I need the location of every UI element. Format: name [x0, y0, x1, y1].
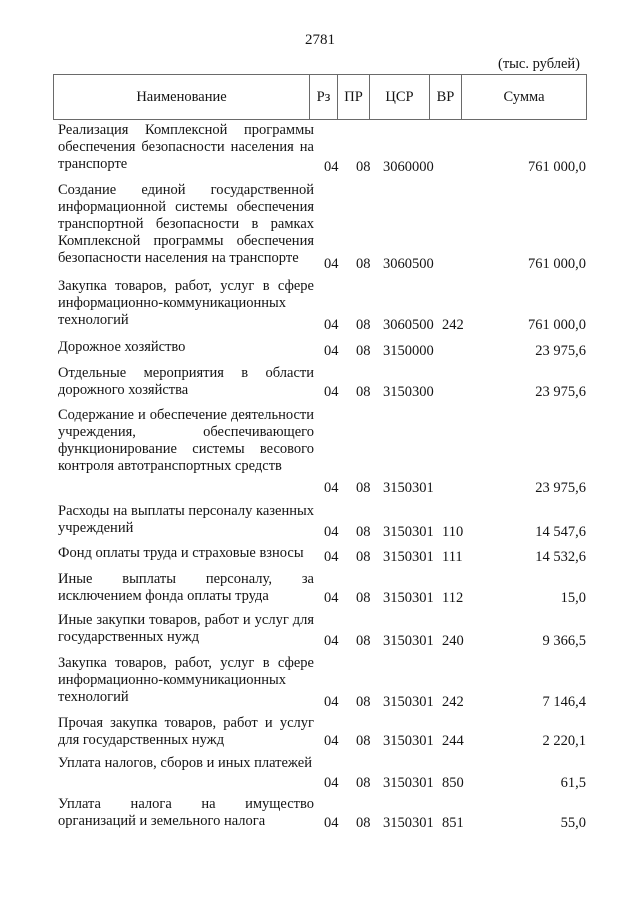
units-label: (тыс. рублей): [498, 56, 580, 72]
table-row: [0, 122, 640, 178]
row-name: Дорожное хозяйство: [58, 339, 186, 355]
row-csr: 3150301: [383, 549, 434, 565]
row-rz: 04: [324, 775, 339, 791]
table-row: [0, 339, 640, 362]
row-vr: 242: [442, 694, 464, 710]
row-sum: 761 000,0: [528, 159, 586, 175]
row-pr: 08: [356, 317, 371, 333]
table-body: [0, 122, 640, 834]
row-sum: 761 000,0: [528, 317, 586, 333]
page-number: 2781: [305, 32, 335, 48]
table-row: [0, 571, 640, 609]
row-rz: 04: [324, 524, 339, 540]
row-sum: 14 532,6: [535, 549, 586, 565]
row-vr: 851: [442, 815, 464, 831]
row-sum: 61,5: [560, 775, 586, 791]
row-rz: 04: [324, 733, 339, 749]
row-name: Отдельные мероприятия в области дорожного хозяйства: [58, 365, 314, 398]
row-pr: 08: [356, 343, 371, 359]
row-rz: 04: [324, 549, 339, 565]
row-name: Иные закупки товаров, работ и услуг для государственных нужд: [58, 612, 314, 645]
row-pr: 08: [356, 480, 371, 496]
table-row: [0, 365, 640, 403]
row-csr: 3150000: [383, 343, 434, 359]
table-row: [0, 407, 640, 499]
row-vr: 242: [442, 317, 464, 333]
row-name: Закупка товаров, работ, услуг в сфере информационно-коммуникационных технологий: [58, 278, 314, 328]
table-row: [0, 503, 640, 543]
row-vr: 110: [442, 524, 464, 540]
row-csr: 3150301: [383, 775, 434, 791]
row-csr: 3060500: [383, 256, 434, 272]
row-sum: 9 366,5: [542, 633, 586, 649]
row-sum: 14 547,6: [535, 524, 586, 540]
column-header-rz: Рз: [310, 75, 338, 119]
column-header-name: Наименование: [53, 75, 310, 119]
row-vr: 850: [442, 775, 464, 791]
row-name: Расходы на выплаты персоналу казенных учреждений: [58, 503, 314, 536]
row-rz: 04: [324, 815, 339, 831]
row-name: Реализация Комплексной программы обеспечения безопасности населения на транспорте: [58, 122, 314, 172]
row-pr: 08: [356, 159, 371, 175]
row-name: Закупка товаров, работ, услуг в сфере информационно-коммуникационных технологий: [58, 655, 314, 705]
row-pr: 08: [356, 590, 371, 606]
row-sum: 55,0: [560, 815, 586, 831]
row-pr: 08: [356, 815, 371, 831]
table-header: [53, 74, 587, 120]
row-vr: 244: [442, 733, 464, 749]
table-row: [0, 796, 640, 834]
row-csr: 3060500: [383, 317, 434, 333]
row-rz: 04: [324, 590, 339, 606]
row-csr: 3150301: [383, 524, 434, 540]
row-sum: 23 975,6: [535, 384, 586, 400]
row-csr: 3060000: [383, 159, 434, 175]
row-rz: 04: [324, 159, 339, 175]
row-csr: 3150300: [383, 384, 434, 400]
row-vr: 240: [442, 633, 464, 649]
row-pr: 08: [356, 384, 371, 400]
row-pr: 08: [356, 256, 371, 272]
row-vr: 112: [442, 590, 464, 606]
row-rz: 04: [324, 343, 339, 359]
row-csr: 3150301: [383, 633, 434, 649]
table-row: [0, 545, 640, 568]
row-sum: 15,0: [560, 590, 586, 606]
row-vr: 111: [442, 549, 463, 565]
table-row: [0, 755, 640, 794]
row-rz: 04: [324, 480, 339, 496]
row-rz: 04: [324, 256, 339, 272]
column-header-sum: Сумма: [462, 75, 587, 119]
table-row: [0, 182, 640, 275]
column-header-vr: ВР: [430, 75, 462, 119]
row-rz: 04: [324, 317, 339, 333]
table-row: [0, 612, 640, 652]
table-row: [0, 655, 640, 713]
row-csr: 3150301: [383, 733, 434, 749]
row-csr: 3150301: [383, 815, 434, 831]
row-csr: 3150301: [383, 590, 434, 606]
row-name: Прочая закупка товаров, работ и услуг для государственных нужд: [58, 715, 314, 748]
row-name: Уплата налогов, сборов и иных платежей: [58, 755, 312, 771]
row-pr: 08: [356, 694, 371, 710]
row-pr: 08: [356, 524, 371, 540]
row-pr: 08: [356, 549, 371, 565]
row-name: Фонд оплаты труда и страховые взносы: [58, 545, 304, 561]
row-sum: 23 975,6: [535, 343, 586, 359]
row-sum: 761 000,0: [528, 256, 586, 272]
table-row: [0, 278, 640, 336]
row-pr: 08: [356, 633, 371, 649]
table-row: [0, 715, 640, 752]
row-name: Уплата налога на имущество организаций и земельного налога: [58, 796, 314, 829]
column-header-csr: ЦСР: [370, 75, 430, 119]
row-pr: 08: [356, 775, 371, 791]
row-rz: 04: [324, 694, 339, 710]
row-name: Создание единой государственной информационной системы обеспечения транспортной безопасности в рамках Комплексной программы обеспечения безопасности населения на транспорте: [58, 182, 314, 266]
row-csr: 3150301: [383, 480, 434, 496]
row-sum: 23 975,6: [535, 480, 586, 496]
row-pr: 08: [356, 733, 371, 749]
row-sum: 7 146,4: [542, 694, 586, 710]
row-name: Иные выплаты персоналу, за исключением фонда оплаты труда: [58, 571, 314, 604]
row-rz: 04: [324, 633, 339, 649]
row-name: Содержание и обеспечение деятельности учреждения, обеспечивающего функционирование системы весового контроля автотранспортных средств: [58, 407, 314, 474]
column-header-pr: ПР: [338, 75, 370, 119]
row-csr: 3150301: [383, 694, 434, 710]
row-sum: 2 220,1: [542, 733, 586, 749]
row-rz: 04: [324, 384, 339, 400]
